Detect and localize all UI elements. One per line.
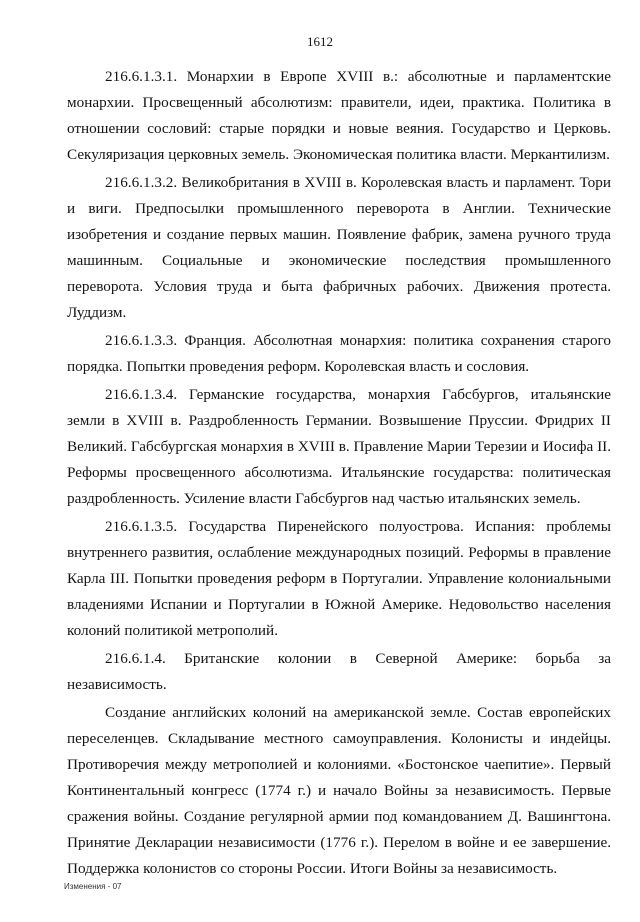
paragraph-216-6-1-3-1: 216.6.1.3.1. Монархии в Европе XVIII в.: абсолютные и парламентские монархии. Просвещенный абсолютизм: правители, идеи, практика. Политика в отношении сословий: старые порядки и новые веяния. Государство и Церковь. Секуляризация церковных земель. Экономическая политика власти. Меркантилизм. bbox=[67, 68, 611, 163]
footer-note: Изменения - 07 bbox=[64, 882, 122, 891]
document-body bbox=[67, 64, 611, 884]
paragraph-216-6-1-3-2: 216.6.1.3.2. Великобритания в XVIII в. Королевская власть и парламент. Тори и виги. Предпосылки промышленного переворота в Англии. Технические изобретения и создание первых машин. Появление фабрик, замена ручного труда машинным. Социальные и экономические последствия промышленного переворота. Условия труда и быта фабричных рабочих. Движения протеста. Луддизм. bbox=[67, 174, 611, 321]
page-number: 1612 bbox=[307, 34, 333, 49]
paragraph-216-6-1-3-4: 216.6.1.3.4. Германские государства, монархия Габсбургов, итальянские земли в XVIII в. Раздробленность Германии. Возвышение Пруссии. Фридрих II Великий. Габсбургская монархия в XVIII в. Правление Марии Терезии и Иосифа II. Реформы просвещенного абсолютизма. Итальянские государства: политическая раздробленность. Усиление власти Габсбургов над частью итальянских земель. bbox=[67, 386, 611, 507]
paragraph-216-6-1-4: 216.6.1.4. Британские колонии в Северной Америке: борьба за независимость. bbox=[67, 650, 611, 693]
paragraph-british-colonies: Создание английских колоний на американской земле. Состав европейских переселенцев. Складывание местного самоуправления. Колонисты и индейцы. Противоречия между метрополией и колониями. «Бостонское чаепитие». Первый Континентальный конгресс (1774 г.) и начало Войны за независимость. Первые сражения войны. Создание регулярной армии под командованием Д. Вашингтона. Принятие Декларации независимости (1776 г.). Перелом в войне и ее завершение. Поддержка колонистов со стороны России. Итоги Войны за независимость. bbox=[67, 704, 611, 877]
paragraph-216-6-1-3-3: 216.6.1.3.3. Франция. Абсолютная монархия: политика сохранения старого порядка. Попытки проведения реформ. Королевская власть и сословия. bbox=[67, 332, 611, 375]
paragraph-216-6-1-3-5: 216.6.1.3.5. Государства Пиренейского полуострова. Испания: проблемы внутреннего развития, ослабление международных позиций. Реформы в правление Карла III. Попытки проведения реформ в Португалии. Управление колониальными владениями Испании и Португалии в Южной Америке. Недовольство населения колоний политикой метрополий. bbox=[67, 518, 611, 639]
